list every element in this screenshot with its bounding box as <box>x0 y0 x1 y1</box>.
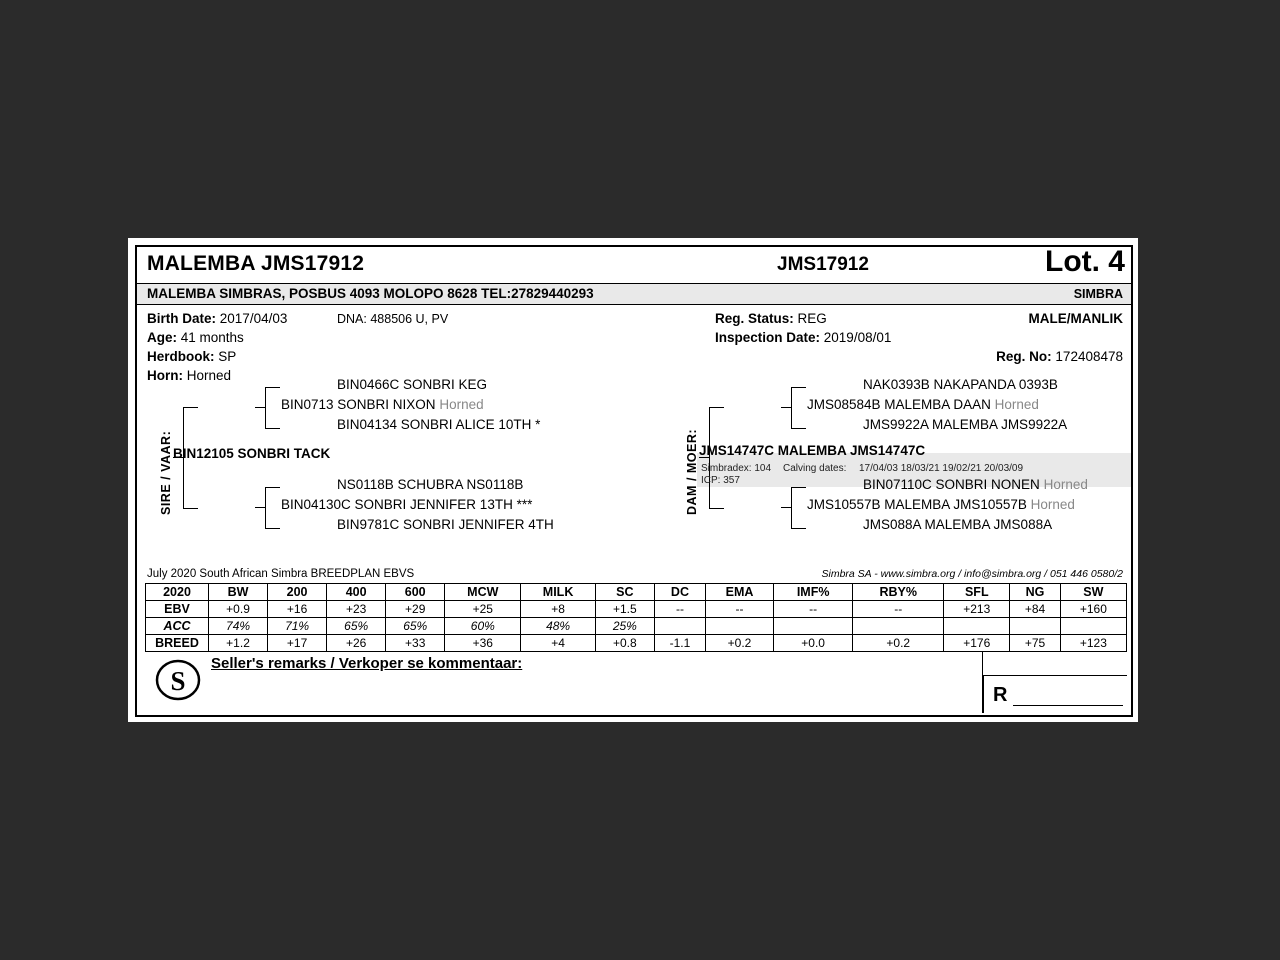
sire-section-label: SIRE / VAAR: <box>159 430 173 515</box>
ebv-cell <box>1060 618 1126 635</box>
dam-sire-stem <box>781 407 791 408</box>
ebv-column-header: MILK <box>521 584 595 601</box>
ebv-cell: -- <box>706 601 774 618</box>
ebv-column-header: 2020 <box>146 584 209 601</box>
breeder-bar <box>137 284 1131 305</box>
dam-dam-name <box>807 497 1075 512</box>
lot-card <box>135 245 1133 717</box>
herdbook-label: Herdbook: <box>147 349 215 364</box>
ebv-cell: -- <box>773 601 852 618</box>
animal-info <box>137 305 1131 383</box>
dam-calving-label: Calving dates: <box>783 463 847 474</box>
ebv-cell: -- <box>654 601 705 618</box>
sex-label: MALE/MANLIK <box>1028 311 1123 326</box>
dam-simbradex: Simbradex: 104 <box>701 463 772 474</box>
dam-bracket-main <box>709 407 724 509</box>
ebv-cell: +26 <box>327 635 386 652</box>
ebv-cell: +16 <box>268 601 327 618</box>
horn-value: Horned <box>186 368 232 383</box>
ebv-column-header: SC <box>595 584 654 601</box>
sire-sire-name-text: BIN0713 SONBRI NIXON <box>281 397 436 412</box>
age-row <box>147 330 244 345</box>
ebv-cell: 71% <box>268 618 327 635</box>
herdbook-value: SP <box>218 349 237 364</box>
dam-name: JMS14747C MALEMBA JMS14747C <box>699 443 926 458</box>
svg-text:S: S <box>170 666 186 696</box>
sire-sire-dam: BIN04134 SONBRI ALICE 10TH * <box>337 417 541 432</box>
document-page <box>128 238 1138 722</box>
breed-label: SIMBRA <box>1073 287 1123 301</box>
page-title: MALEMBA JMS17912 <box>147 252 365 275</box>
ebv-cell <box>706 618 774 635</box>
price-currency: R <box>993 684 1008 706</box>
ebv-column-header: SW <box>1060 584 1126 601</box>
price-write-line[interactable] <box>1013 705 1123 706</box>
header-reg-code: JMS17912 <box>777 254 869 275</box>
reg-status-value: REG <box>797 311 827 326</box>
ebv-column-header: NG <box>1010 584 1060 601</box>
ebv-cell: 25% <box>595 618 654 635</box>
ebv-website-note: Simbra SA - www.simbra.org / info@simbra.org / 051 446 0580/2 <box>821 568 1123 580</box>
sire-dam-dam: BIN9781C SONBRI JENNIFER 4TH <box>337 517 554 532</box>
dam-sire-dam: JMS9922A MALEMBA JMS9922A <box>863 417 1068 432</box>
ebv-column-header: EMA <box>706 584 774 601</box>
ebv-column-header: SFL <box>944 584 1010 601</box>
pedigree-area <box>137 377 1131 557</box>
reg-status-row <box>715 311 827 326</box>
remarks-title: Seller's remarks / Verkoper se kommentaar: <box>211 655 523 672</box>
ebv-column-header: DC <box>654 584 705 601</box>
ebv-cell: +1.5 <box>595 601 654 618</box>
dam-sire-tag: Horned <box>994 397 1039 412</box>
ebv-cell <box>944 618 1010 635</box>
birth-date-label: Birth Date: <box>147 311 217 326</box>
ebv-column-header: 600 <box>386 584 445 601</box>
reg-no-value: 172408478 <box>1055 349 1123 364</box>
ebv-cell: +160 <box>1060 601 1126 618</box>
dam-sire-name <box>807 397 1039 412</box>
ebv-cell: +29 <box>386 601 445 618</box>
ebv-cell: +23 <box>327 601 386 618</box>
breeder-details: MALEMBA SIMBRAS, POSBUS 4093 MOLOPO 8628 TEL:27829440293 <box>147 286 594 301</box>
ebv-cell: +17 <box>268 635 327 652</box>
ebv-cell: +33 <box>386 635 445 652</box>
dam-sire-bracket <box>791 387 806 429</box>
lot-number: Lot. 4 <box>1045 245 1125 278</box>
dam-icp: ICP: 357 <box>701 475 740 486</box>
ebv-cell: +75 <box>1010 635 1060 652</box>
dam-sire-sire: NAK0393B NAKAPANDA 0393B <box>863 377 1058 392</box>
simbra-logo-icon <box>155 659 201 701</box>
ebv-row-label: EBV <box>146 601 209 618</box>
ebv-column-header: 400 <box>327 584 386 601</box>
inspection-label: Inspection Date: <box>715 330 821 345</box>
ebv-row-label: BREED <box>146 635 209 652</box>
herdbook-row <box>147 349 236 364</box>
ebv-cell: +213 <box>944 601 1010 618</box>
horn-label: Horn: <box>147 368 183 383</box>
ebv-cell <box>773 618 852 635</box>
ebv-cell: 60% <box>445 618 521 635</box>
ebv-cell: +123 <box>1060 635 1126 652</box>
table-row <box>146 618 1127 635</box>
ebv-cell: 65% <box>327 618 386 635</box>
ebv-cell: 74% <box>209 618 268 635</box>
card-header <box>137 247 1131 284</box>
ebv-cell: -1.1 <box>654 635 705 652</box>
sire-dam-sire: NS0118B SCHUBRA NS0118B <box>337 477 524 492</box>
ebv-cell: -- <box>853 601 944 618</box>
ebv-table <box>145 583 1127 652</box>
dam-dam-sire-text: BIN07110C SONBRI NONEN <box>863 477 1040 492</box>
dam-dam-sire-tag: Horned <box>1043 477 1088 492</box>
birth-date-value: 2017/04/03 <box>219 311 288 326</box>
ebv-cell: +25 <box>445 601 521 618</box>
ebv-cell: +84 <box>1010 601 1060 618</box>
dam-section-label: DAM / MOER: <box>685 428 699 515</box>
ebv-cell: +8 <box>521 601 595 618</box>
ebv-column-header: 200 <box>268 584 327 601</box>
dam-calving-dates: 17/04/03 18/03/21 19/02/21 20/03/09 <box>859 463 1024 474</box>
ebv-cell: +1.2 <box>209 635 268 652</box>
dam-dam-bracket <box>791 487 806 529</box>
sire-dam-bracket <box>265 487 280 529</box>
table-row <box>146 635 1127 652</box>
ebv-cell: +0.8 <box>595 635 654 652</box>
ebv-cell: +36 <box>445 635 521 652</box>
dam-dam-dam: JMS088A MALEMBA JMS088A <box>863 517 1053 532</box>
ebv-cell <box>654 618 705 635</box>
ebv-column-header: BW <box>209 584 268 601</box>
dam-dam-sire <box>863 477 1088 492</box>
birth-date-row <box>147 311 287 326</box>
ebv-cell: +0.0 <box>773 635 852 652</box>
ebv-cell: 65% <box>386 618 445 635</box>
sire-sire-tag: Horned <box>439 397 484 412</box>
ebv-cell: +0.2 <box>853 635 944 652</box>
ebv-cell: +4 <box>521 635 595 652</box>
dam-dam-stem <box>781 507 791 508</box>
reg-status-label: Reg. Status: <box>715 311 794 326</box>
ebv-header-row <box>146 584 1127 601</box>
dna-value: DNA: 488506 U, PV <box>337 312 449 326</box>
dam-sire-name-text: JMS08584B MALEMBA DAAN <box>807 397 991 412</box>
sire-name: BIN12105 SONBRI TACK <box>173 446 331 461</box>
inspection-value: 2019/08/01 <box>823 330 892 345</box>
ebv-column-header: MCW <box>445 584 521 601</box>
ebv-cell <box>1010 618 1060 635</box>
reg-no-row <box>996 349 1123 364</box>
ebv-cell <box>853 618 944 635</box>
table-row <box>146 601 1127 618</box>
ebv-column-header: IMF% <box>773 584 852 601</box>
sire-dam-stem <box>255 507 265 508</box>
sire-sire-stem <box>255 407 265 408</box>
reg-no-label: Reg. No: <box>996 349 1052 364</box>
ebv-caption: July 2020 South African Simbra BREEDPLAN EBVS <box>147 568 415 580</box>
sire-dam-name: BIN04130C SONBRI JENNIFER 13TH *** <box>281 497 533 512</box>
dam-dam-tag: Horned <box>1030 497 1075 512</box>
sire-sire-name <box>281 397 484 412</box>
age-value: 41 months <box>180 330 244 345</box>
sire-sire-bracket <box>265 387 280 429</box>
ebv-cell: +176 <box>944 635 1010 652</box>
sire-sire-sire: BIN0466C SONBRI KEG <box>337 377 488 392</box>
dam-dam-name-text: JMS10557B MALEMBA JMS10557B <box>807 497 1027 512</box>
ebv-column-header: RBY% <box>853 584 944 601</box>
ebv-cell: +0.2 <box>706 635 774 652</box>
ebv-row-label: ACC <box>146 618 209 635</box>
ebv-cell: +0.9 <box>209 601 268 618</box>
age-label: Age: <box>147 330 177 345</box>
inspection-row <box>715 330 891 345</box>
ebv-cell: 48% <box>521 618 595 635</box>
